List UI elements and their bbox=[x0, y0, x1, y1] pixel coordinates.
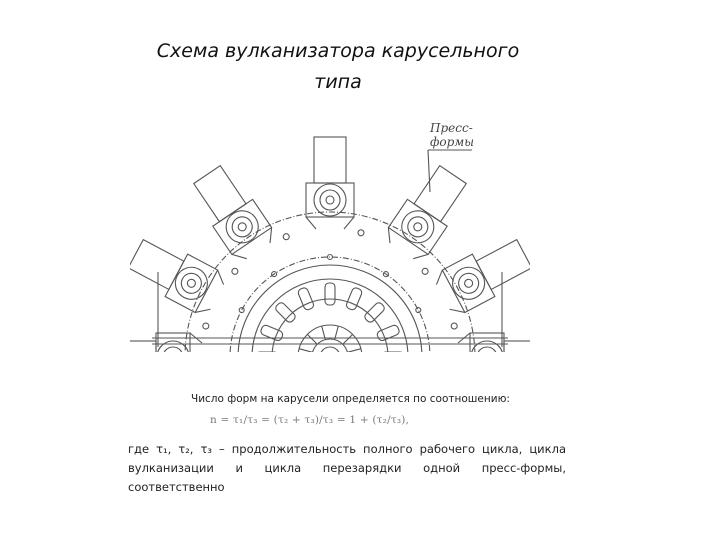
drum-spoke bbox=[347, 349, 361, 352]
explanation-text: где τ₁, τ₂, τ₃ – продолжительность полного рабочего цикла, цикла вулканизации и цикла перезарядки одной пресс-формы, соответственно bbox=[128, 442, 566, 494]
pin-marker bbox=[451, 323, 457, 329]
title-line-2: типа bbox=[314, 71, 362, 93]
callout-leader bbox=[428, 150, 430, 192]
callout-label-1: Пресс- bbox=[430, 121, 473, 135]
formula: n = τ₁/τ₃ = (τ₂ + τ₃)/τ₃ = 1 + (τ₂/τ₃), bbox=[210, 414, 410, 426]
intro-text: Число форм на карусели определяется по соотношению: bbox=[191, 393, 510, 405]
press-mold bbox=[458, 333, 530, 352]
press-mold bbox=[432, 233, 530, 319]
pin-marker bbox=[358, 230, 364, 236]
pin-marker bbox=[422, 268, 428, 274]
callout-label-2: формы bbox=[430, 135, 475, 149]
outer-pitch-circle bbox=[185, 212, 475, 352]
vulcanizer-scheme bbox=[130, 112, 530, 352]
drum-spoke bbox=[307, 334, 317, 344]
press-mold bbox=[306, 137, 354, 229]
drum-slot bbox=[325, 283, 335, 305]
central-drum bbox=[238, 265, 422, 352]
slide-title bbox=[0, 36, 676, 98]
pin-marker bbox=[232, 268, 238, 274]
pin-marker bbox=[283, 234, 289, 240]
drum-spoke bbox=[343, 334, 353, 344]
drum-spoke bbox=[299, 349, 313, 352]
title-line-1: Схема вулканизатора карусельного bbox=[156, 40, 520, 62]
pin-marker bbox=[239, 308, 244, 313]
drum-slots bbox=[256, 283, 404, 352]
press-mold bbox=[130, 333, 202, 352]
pin-marker bbox=[416, 308, 421, 313]
press-mold bbox=[130, 233, 228, 319]
pin-marker bbox=[203, 323, 209, 329]
